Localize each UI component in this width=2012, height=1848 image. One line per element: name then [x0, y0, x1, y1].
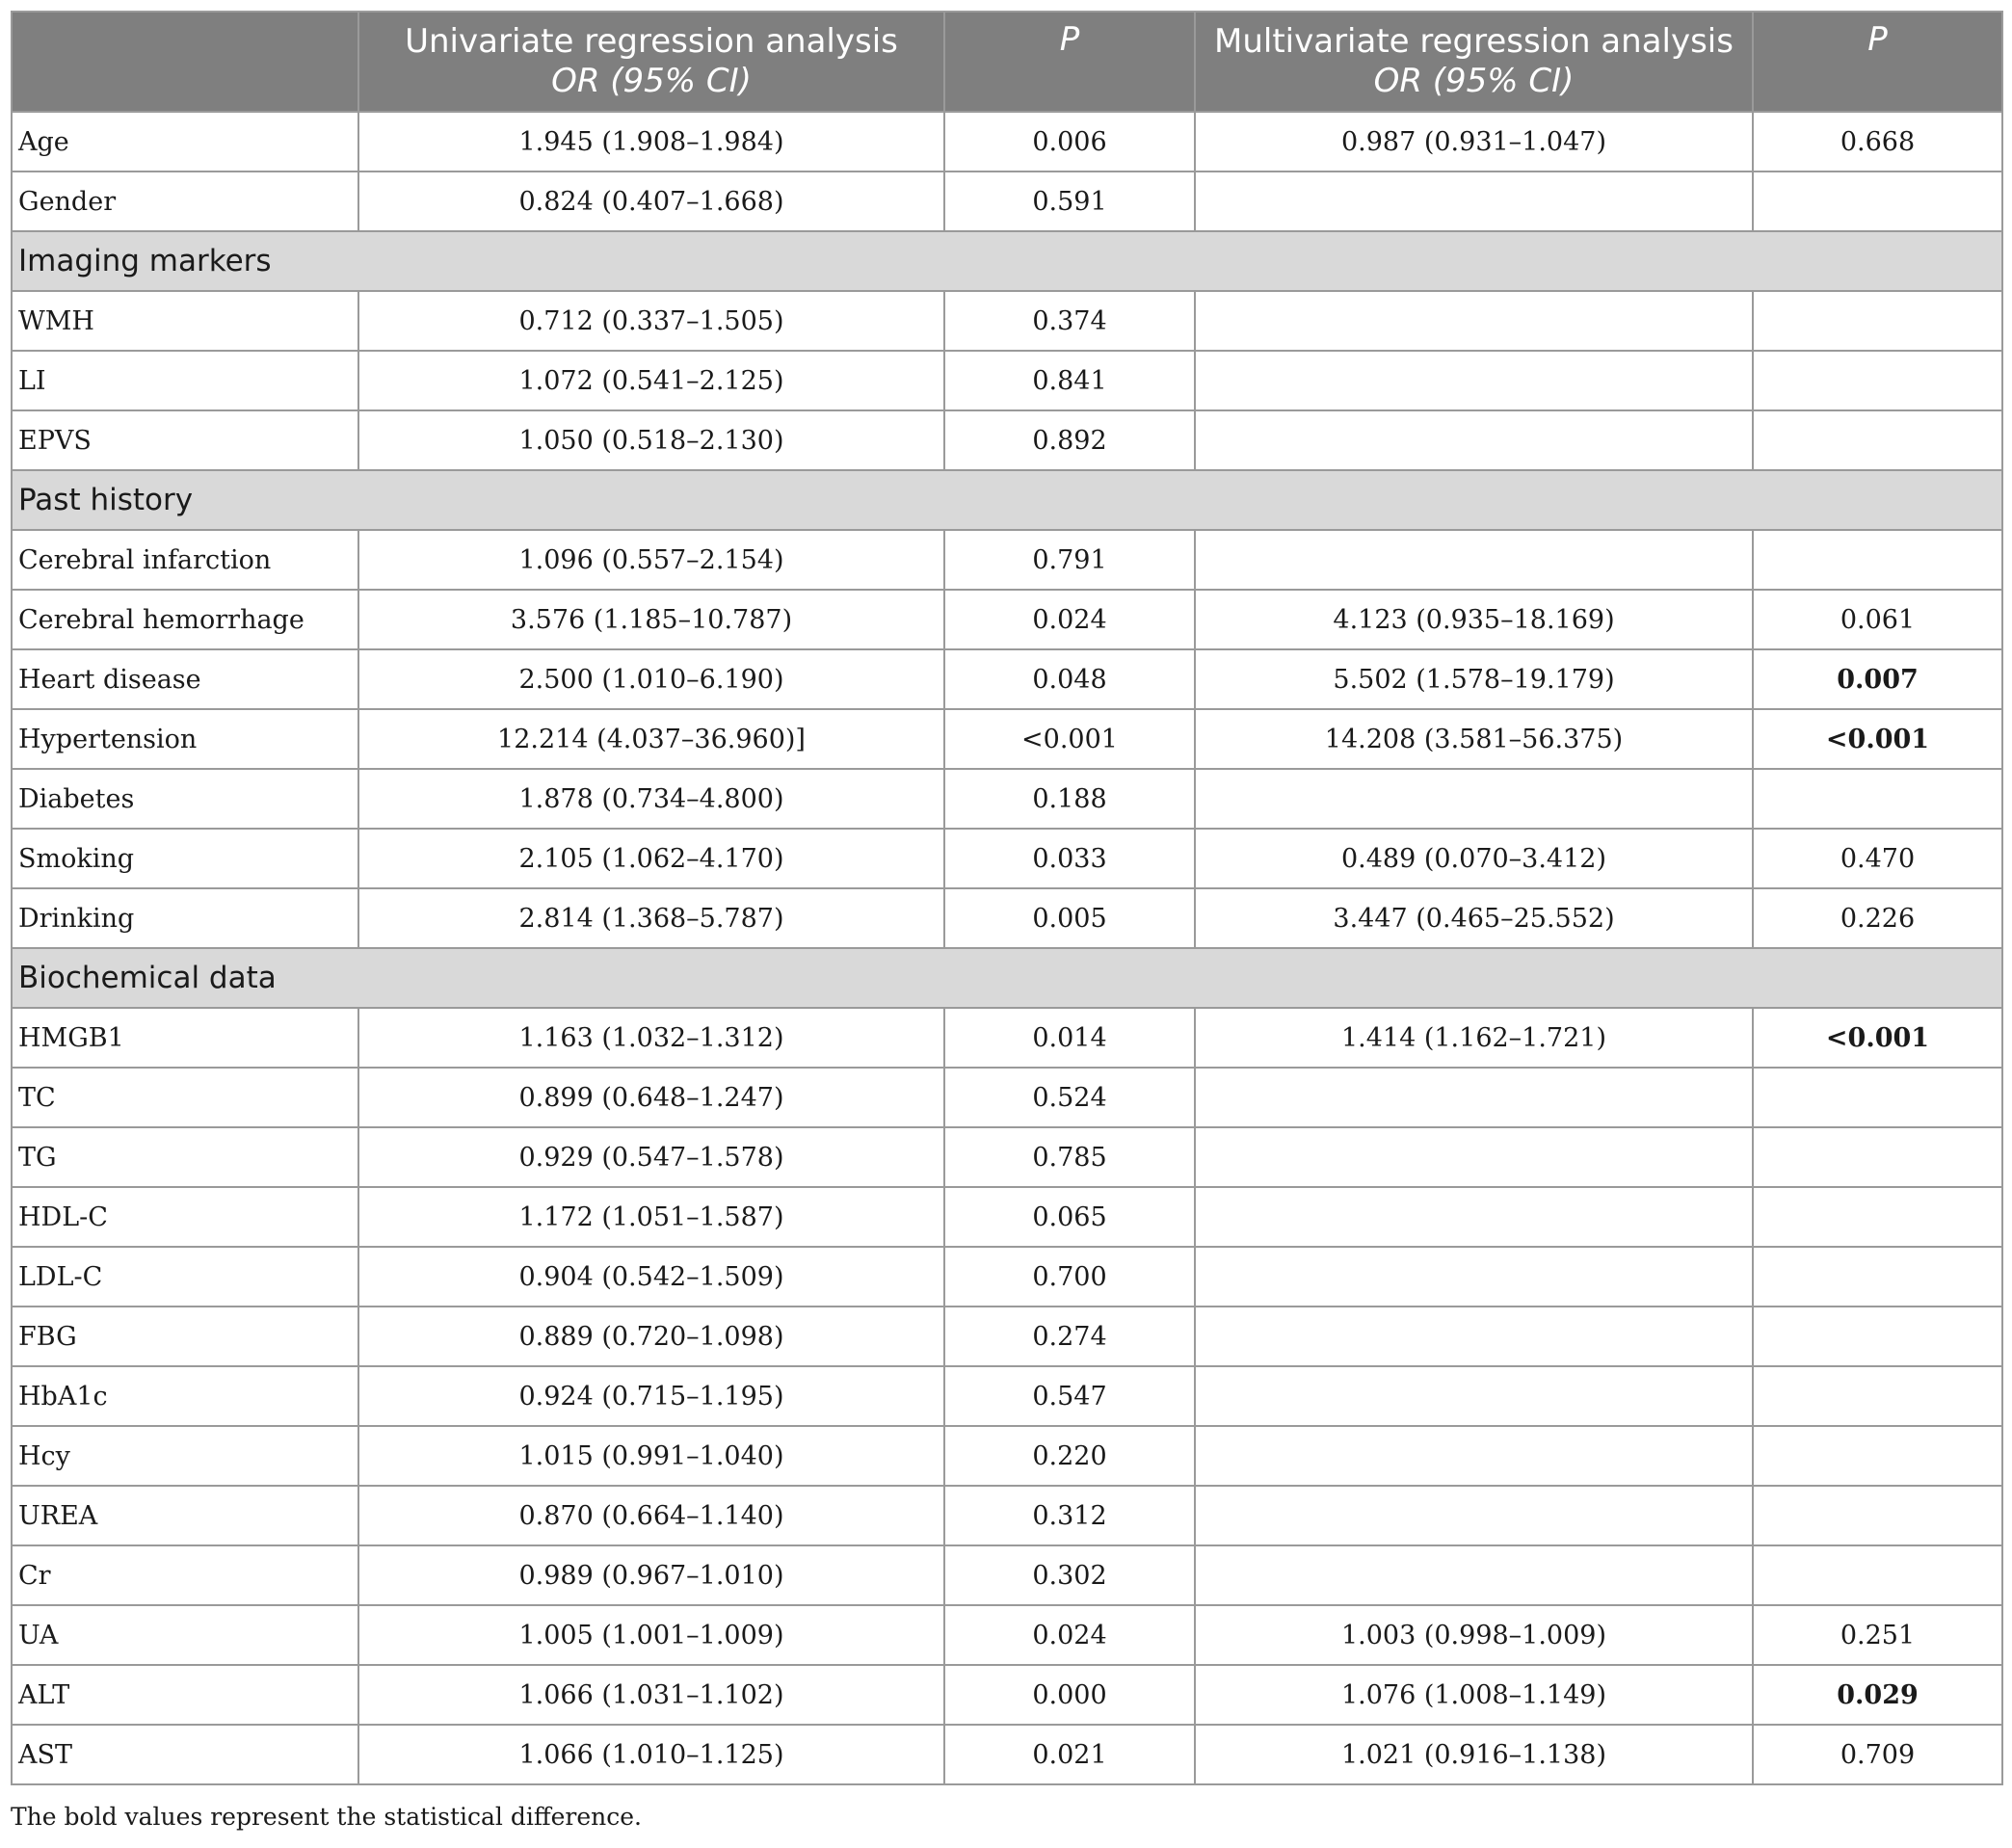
cell-p-univariate: 0.312 [944, 1486, 1195, 1545]
row-label: Gender [12, 172, 358, 231]
cell-multivariate-or [1195, 410, 1753, 470]
cell-p-multivariate [1753, 1366, 2002, 1426]
cell-multivariate-or [1195, 1187, 1753, 1247]
cell-univariate-or: 0.899 (0.648–1.247) [358, 1068, 944, 1127]
cell-multivariate-or [1195, 172, 1753, 231]
table-row [12, 1725, 2002, 1784]
table-row [12, 829, 2002, 888]
table-row [12, 1366, 2002, 1426]
table-row [12, 1426, 2002, 1486]
table-row [12, 351, 2002, 410]
cell-p-multivariate [1753, 1068, 2002, 1127]
cell-p-univariate: 0.220 [944, 1426, 1195, 1486]
row-label: AST [12, 1725, 358, 1784]
row-label: Hypertension [12, 709, 358, 769]
cell-univariate-or: 1.096 (0.557–2.154) [358, 530, 944, 590]
cell-p-multivariate [1753, 1426, 2002, 1486]
cell-multivariate-or: 1.414 (1.162–1.721) [1195, 1008, 1753, 1068]
cell-p-univariate: 0.006 [944, 112, 1195, 172]
table-row [12, 291, 2002, 351]
table-row [12, 1665, 2002, 1725]
cell-multivariate-or: 14.208 (3.581–56.375) [1195, 709, 1753, 769]
cell-univariate-or: 1.015 (0.991–1.040) [358, 1426, 944, 1486]
row-label: Heart disease [12, 649, 358, 709]
row-label: LI [12, 351, 358, 410]
cell-p-multivariate [1753, 351, 2002, 410]
cell-univariate-or: 1.066 (1.031–1.102) [358, 1665, 944, 1725]
cell-p-multivariate: <0.001 [1753, 709, 2002, 769]
cell-multivariate-or: 0.489 (0.070–3.412) [1195, 829, 1753, 888]
cell-multivariate-or [1195, 530, 1753, 590]
cell-p-multivariate [1753, 172, 2002, 231]
cell-univariate-or: 1.005 (1.001–1.009) [358, 1605, 944, 1665]
cell-univariate-or: 12.214 (4.037–36.960)] [358, 709, 944, 769]
row-label: TG [12, 1127, 358, 1187]
section-row [12, 231, 2002, 291]
table-row [12, 112, 2002, 172]
row-label: HDL-C [12, 1187, 358, 1247]
section-row [12, 470, 2002, 530]
row-label: FBG [12, 1307, 358, 1366]
cell-p-multivariate: 0.668 [1753, 112, 2002, 172]
cell-p-univariate: 0.024 [944, 590, 1195, 649]
table-header [12, 12, 2002, 112]
table-container [11, 11, 2001, 1831]
cell-p-univariate: 0.048 [944, 649, 1195, 709]
row-label: Age [12, 112, 358, 172]
cell-multivariate-or [1195, 351, 1753, 410]
table-row [12, 769, 2002, 829]
cell-univariate-or: 1.050 (0.518–2.130) [358, 410, 944, 470]
cell-multivariate-or [1195, 769, 1753, 829]
section-label: Biochemical data [12, 948, 2002, 1008]
cell-univariate-or: 2.814 (1.368–5.787) [358, 888, 944, 948]
row-label: Diabetes [12, 769, 358, 829]
section-label: Imaging markers [12, 231, 2002, 291]
cell-p-multivariate: 0.251 [1753, 1605, 2002, 1665]
cell-univariate-or: 0.889 (0.720–1.098) [358, 1307, 944, 1366]
table-row [12, 888, 2002, 948]
cell-multivariate-or: 1.021 (0.916–1.138) [1195, 1725, 1753, 1784]
cell-p-multivariate: 0.470 [1753, 829, 2002, 888]
cell-p-univariate: 0.024 [944, 1605, 1195, 1665]
cell-p-univariate: 0.302 [944, 1545, 1195, 1605]
cell-p-multivariate: 0.061 [1753, 590, 2002, 649]
cell-p-multivariate: 0.226 [1753, 888, 2002, 948]
cell-p-univariate: 0.524 [944, 1068, 1195, 1127]
cell-p-multivariate [1753, 1187, 2002, 1247]
header-multivariate-sub: OR (95% CI) [1373, 62, 1575, 100]
cell-p-univariate: <0.001 [944, 709, 1195, 769]
table-row [12, 530, 2002, 590]
cell-univariate-or: 0.824 (0.407–1.668) [358, 172, 944, 231]
cell-univariate-or: 1.066 (1.010–1.125) [358, 1725, 944, 1784]
cell-p-univariate: 0.021 [944, 1725, 1195, 1784]
cell-multivariate-or: 5.502 (1.578–19.179) [1195, 649, 1753, 709]
cell-multivariate-or [1195, 291, 1753, 351]
cell-multivariate-or: 1.076 (1.008–1.149) [1195, 1665, 1753, 1725]
cell-univariate-or: 2.105 (1.062–4.170) [358, 829, 944, 888]
cell-multivariate-or [1195, 1307, 1753, 1366]
cell-p-multivariate: 0.007 [1753, 649, 2002, 709]
cell-p-multivariate [1753, 769, 2002, 829]
header-p-univariate: P [944, 12, 1195, 112]
row-label: WMH [12, 291, 358, 351]
cell-univariate-or: 0.989 (0.967–1.010) [358, 1545, 944, 1605]
table-row [12, 709, 2002, 769]
row-label: Cerebral hemorrhage [12, 590, 358, 649]
cell-univariate-or: 0.870 (0.664–1.140) [358, 1486, 944, 1545]
cell-multivariate-or [1195, 1068, 1753, 1127]
row-label: Cerebral infarction [12, 530, 358, 590]
header-univariate [358, 12, 944, 112]
cell-multivariate-or: 4.123 (0.935–18.169) [1195, 590, 1753, 649]
row-label: EPVS [12, 410, 358, 470]
cell-p-univariate: 0.591 [944, 172, 1195, 231]
cell-p-univariate: 0.841 [944, 351, 1195, 410]
cell-univariate-or: 0.924 (0.715–1.195) [358, 1366, 944, 1426]
table-body [12, 112, 2002, 1784]
cell-p-univariate: 0.033 [944, 829, 1195, 888]
row-label: Hcy [12, 1426, 358, 1486]
cell-p-univariate: 0.700 [944, 1247, 1195, 1307]
cell-p-univariate: 0.785 [944, 1127, 1195, 1187]
table-row [12, 172, 2002, 231]
row-label: Smoking [12, 829, 358, 888]
cell-univariate-or: 2.500 (1.010–6.190) [358, 649, 944, 709]
cell-p-multivariate [1753, 1247, 2002, 1307]
header-multivariate [1195, 12, 1753, 112]
regression-table [11, 11, 2003, 1785]
row-label: Drinking [12, 888, 358, 948]
table-row [12, 1545, 2002, 1605]
cell-p-univariate: 0.274 [944, 1307, 1195, 1366]
table-row [12, 1068, 2002, 1127]
cell-p-univariate: 0.791 [944, 530, 1195, 590]
cell-p-univariate: 0.065 [944, 1187, 1195, 1247]
cell-univariate-or: 0.929 (0.547–1.578) [358, 1127, 944, 1187]
header-p-multivariate: P [1753, 12, 2002, 112]
cell-p-multivariate: <0.001 [1753, 1008, 2002, 1068]
cell-p-multivariate [1753, 1545, 2002, 1605]
row-label: UA [12, 1605, 358, 1665]
cell-p-multivariate: 0.029 [1753, 1665, 2002, 1725]
header-multivariate-title: Multivariate regression analysis [1214, 22, 1734, 61]
row-label: TC [12, 1068, 358, 1127]
cell-p-univariate: 0.005 [944, 888, 1195, 948]
cell-p-multivariate [1753, 530, 2002, 590]
cell-univariate-or: 1.163 (1.032–1.312) [358, 1008, 944, 1068]
cell-p-multivariate [1753, 291, 2002, 351]
header-row [12, 12, 2002, 112]
table-row [12, 410, 2002, 470]
cell-multivariate-or [1195, 1366, 1753, 1426]
cell-p-univariate: 0.547 [944, 1366, 1195, 1426]
cell-p-univariate: 0.374 [944, 291, 1195, 351]
cell-univariate-or: 0.904 (0.542–1.509) [358, 1247, 944, 1307]
table-row [12, 1008, 2002, 1068]
row-label: LDL-C [12, 1247, 358, 1307]
table-footnote: The bold values represent the statistical difference. [11, 1803, 643, 1831]
cell-multivariate-or [1195, 1127, 1753, 1187]
header-univariate-sub: OR (95% CI) [551, 62, 752, 100]
header-univariate-title: Univariate regression analysis [405, 22, 898, 61]
table-row [12, 1605, 2002, 1665]
cell-univariate-or: 1.878 (0.734–4.800) [358, 769, 944, 829]
table-row [12, 649, 2002, 709]
row-label: Cr [12, 1545, 358, 1605]
table-row [12, 1187, 2002, 1247]
cell-p-multivariate: 0.709 [1753, 1725, 2002, 1784]
row-label: HMGB1 [12, 1008, 358, 1068]
cell-univariate-or: 1.172 (1.051–1.587) [358, 1187, 944, 1247]
cell-univariate-or: 1.945 (1.908–1.984) [358, 112, 944, 172]
cell-p-univariate: 0.892 [944, 410, 1195, 470]
cell-multivariate-or [1195, 1486, 1753, 1545]
cell-p-multivariate [1753, 1486, 2002, 1545]
cell-multivariate-or: 3.447 (0.465–25.552) [1195, 888, 1753, 948]
section-row [12, 948, 2002, 1008]
cell-multivariate-or [1195, 1247, 1753, 1307]
section-label: Past history [12, 470, 2002, 530]
cell-univariate-or: 0.712 (0.337–1.505) [358, 291, 944, 351]
cell-p-univariate: 0.014 [944, 1008, 1195, 1068]
cell-multivariate-or [1195, 1545, 1753, 1605]
cell-p-multivariate [1753, 1307, 2002, 1366]
cell-p-multivariate [1753, 1127, 2002, 1187]
table-row [12, 1127, 2002, 1187]
row-label: HbA1c [12, 1366, 358, 1426]
cell-p-univariate: 0.188 [944, 769, 1195, 829]
table-row [12, 1247, 2002, 1307]
cell-univariate-or: 3.576 (1.185–10.787) [358, 590, 944, 649]
row-label: ALT [12, 1665, 358, 1725]
cell-p-multivariate [1753, 410, 2002, 470]
cell-p-univariate: 0.000 [944, 1665, 1195, 1725]
cell-univariate-or: 1.072 (0.541–2.125) [358, 351, 944, 410]
cell-multivariate-or: 1.003 (0.998–1.009) [1195, 1605, 1753, 1665]
header-variable [12, 12, 358, 112]
row-label: UREA [12, 1486, 358, 1545]
table-row [12, 1307, 2002, 1366]
cell-multivariate-or [1195, 1426, 1753, 1486]
cell-multivariate-or: 0.987 (0.931–1.047) [1195, 112, 1753, 172]
table-row [12, 1486, 2002, 1545]
table-row [12, 590, 2002, 649]
